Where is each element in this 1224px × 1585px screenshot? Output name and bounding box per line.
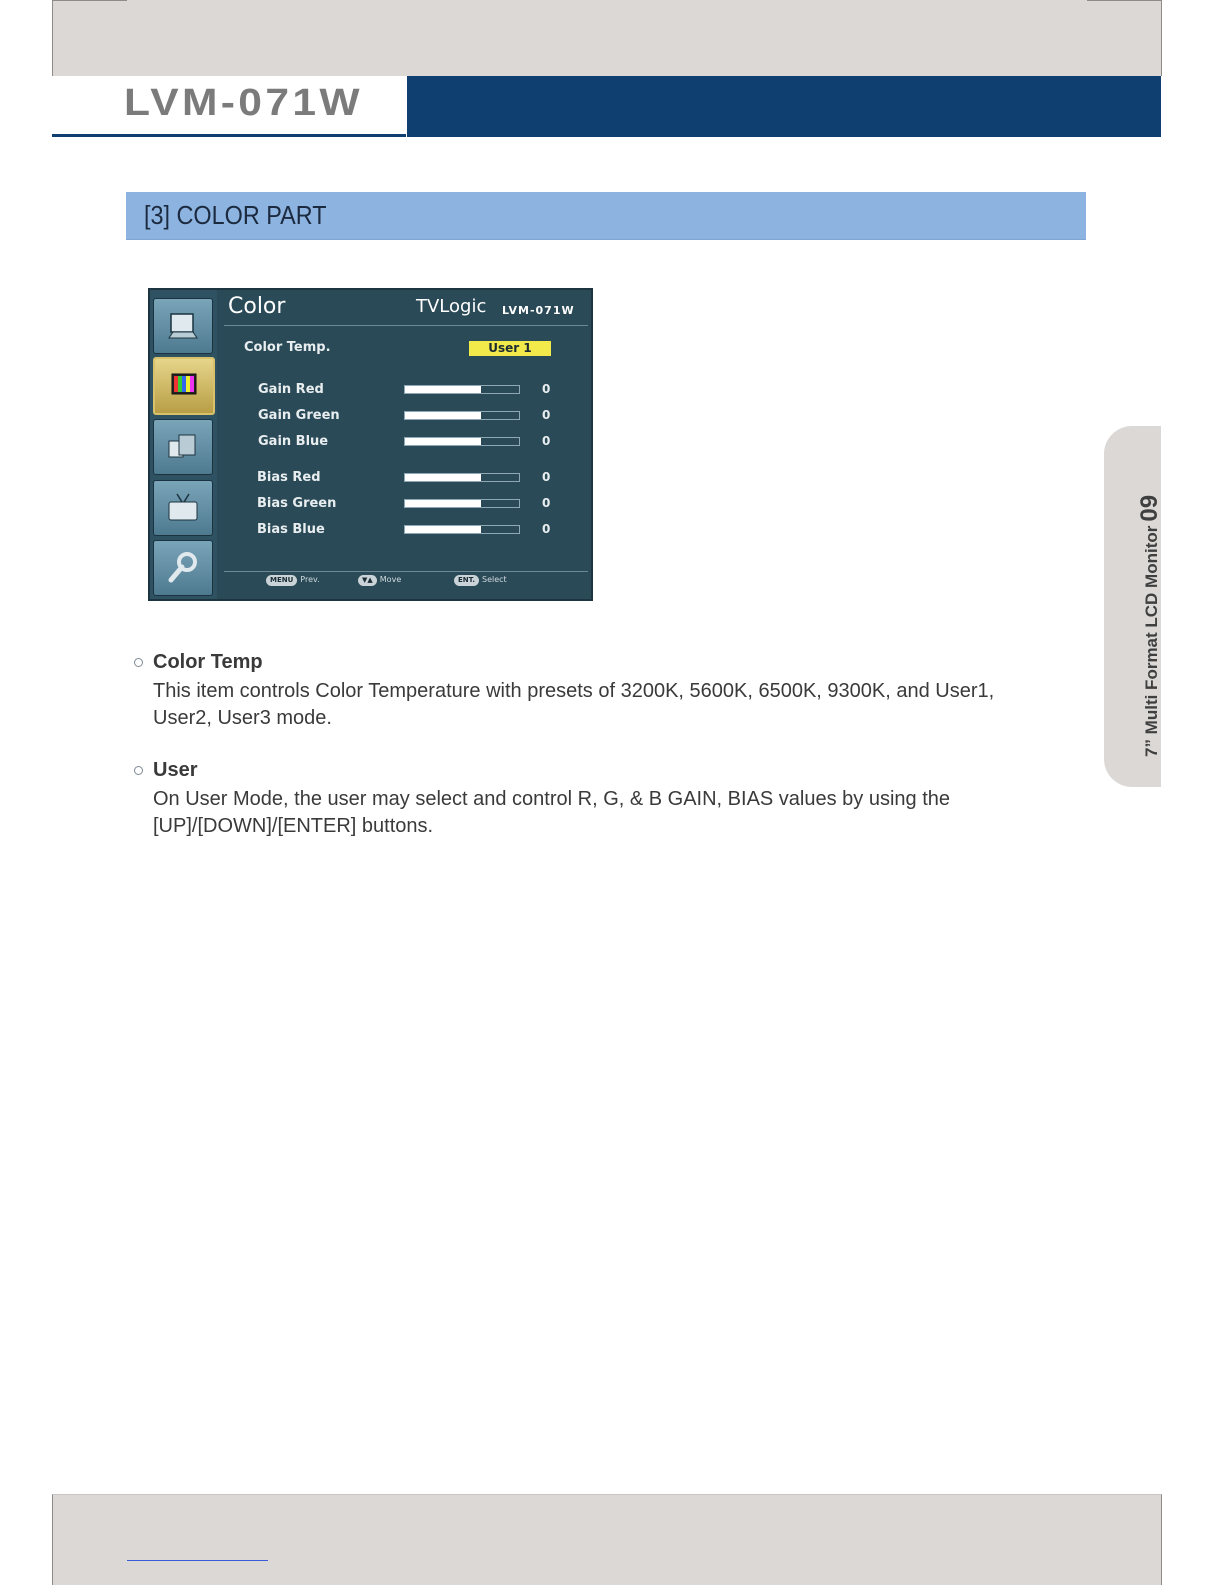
tv-icon bbox=[153, 480, 213, 536]
side-tab-title: 7” Multi Format LCD Monitor bbox=[1142, 525, 1161, 757]
osd-footer-prev bbox=[266, 575, 320, 586]
slider-fill bbox=[405, 386, 481, 393]
bullet-icon bbox=[134, 658, 143, 667]
slider-fill bbox=[405, 526, 481, 533]
bottom-page-band bbox=[52, 1494, 1162, 1585]
footer-label: Select bbox=[482, 575, 507, 584]
osd-gain-red-slider bbox=[404, 385, 520, 394]
bullet-icon bbox=[134, 766, 143, 775]
header-bar bbox=[407, 76, 1161, 137]
section-title: [3] COLOR PART bbox=[144, 200, 327, 230]
osd-bias-red-label: Bias Red bbox=[257, 470, 321, 485]
osd-gain-green-value: 0 bbox=[542, 408, 551, 422]
osd-bias-red-slider bbox=[404, 473, 520, 482]
model-name: LVM-071W bbox=[124, 82, 363, 124]
osd-gain-red-value: 0 bbox=[542, 382, 551, 396]
item-title: Color Temp bbox=[153, 651, 263, 673]
slider-fill bbox=[405, 474, 481, 481]
footer-label: Move bbox=[379, 575, 402, 584]
color-bars-icon bbox=[153, 357, 215, 415]
header bbox=[52, 76, 1161, 138]
enter-key: ENT. bbox=[454, 575, 479, 586]
multi-screen-icon bbox=[153, 419, 213, 475]
slider-fill bbox=[405, 500, 481, 507]
osd-footer-select bbox=[454, 575, 507, 586]
top-page-band bbox=[52, 0, 1162, 76]
model-box bbox=[52, 76, 406, 137]
osd-menu-title: Color bbox=[228, 294, 286, 319]
osd-gain-blue-value: 0 bbox=[542, 434, 551, 448]
osd-bias-blue-label: Bias Blue bbox=[257, 522, 325, 537]
osd-bias-blue-value: 0 bbox=[542, 522, 551, 536]
osd-bias-green-slider bbox=[404, 499, 520, 508]
osd-bias-green-label: Bias Green bbox=[257, 496, 337, 511]
footer-link-line bbox=[127, 1560, 268, 1561]
slider-fill bbox=[405, 412, 481, 419]
osd-screenshot bbox=[148, 288, 593, 601]
osd-bias-green-value: 0 bbox=[542, 496, 551, 510]
item-body: This item controls Color Temperature with presets of 3200K, 5600K, 6500K, 9300K, and User1, User2, User3 mode. bbox=[153, 680, 995, 729]
monitor-icon bbox=[153, 298, 213, 354]
osd-bias-blue-slider bbox=[404, 525, 520, 534]
wrench-icon bbox=[153, 540, 213, 596]
osd-color-temp-value: User 1 bbox=[469, 341, 551, 356]
footer-label: Prev. bbox=[300, 575, 320, 584]
crop-mark bbox=[1087, 0, 1161, 1]
osd-gain-blue-slider bbox=[404, 437, 520, 446]
item-title: User bbox=[153, 759, 198, 781]
slider-fill bbox=[405, 438, 481, 445]
menu-key: MENU bbox=[266, 575, 297, 586]
divider bbox=[224, 571, 588, 572]
osd-gain-green-label: Gain Green bbox=[258, 408, 340, 423]
osd-sidebar bbox=[150, 290, 217, 601]
side-tab-text bbox=[1136, 495, 1164, 757]
arrow-keys: ▼▲ bbox=[358, 575, 377, 586]
osd-brand: TVLogic bbox=[416, 296, 487, 317]
osd-color-temp-label: Color Temp. bbox=[244, 340, 331, 355]
crop-mark bbox=[53, 0, 127, 1]
osd-model: LVM-071W bbox=[502, 304, 575, 317]
page-number: 09 bbox=[1136, 494, 1163, 522]
osd-footer-move bbox=[358, 575, 401, 586]
osd-bias-red-value: 0 bbox=[542, 470, 551, 484]
osd-gain-blue-label: Gain Blue bbox=[258, 434, 329, 449]
osd-gain-red-label: Gain Red bbox=[258, 382, 324, 397]
osd-menu-panel bbox=[220, 290, 591, 601]
osd-gain-green-slider bbox=[404, 411, 520, 420]
divider bbox=[224, 325, 588, 326]
section-header bbox=[126, 192, 1086, 240]
item-body: On User Mode, the user may select and control R, G, & B GAIN, BIAS values by using the [UP]/[DOWN]/[ENTER] buttons. bbox=[153, 788, 951, 837]
